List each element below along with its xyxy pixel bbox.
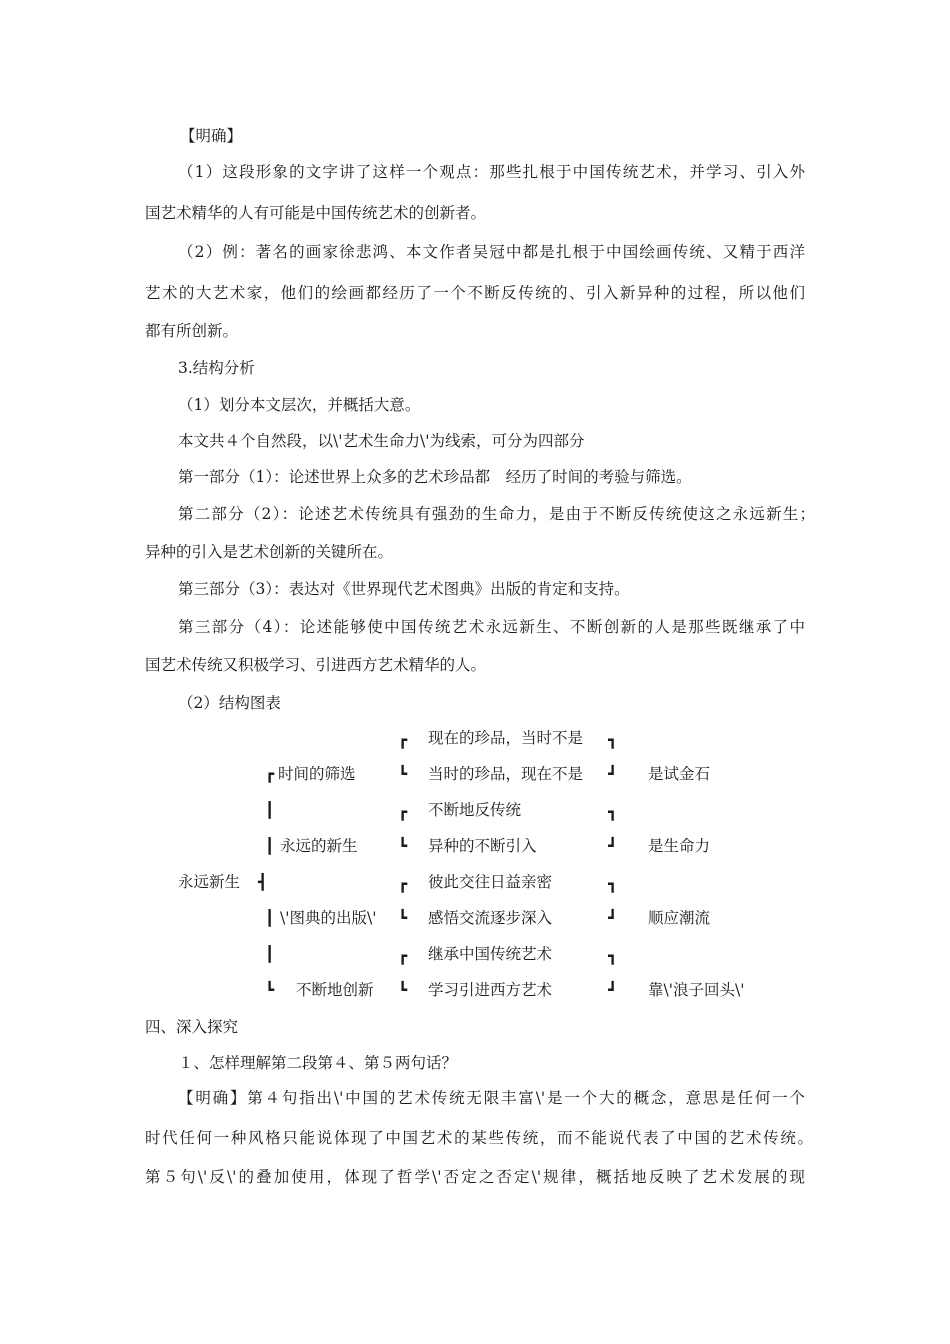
diagram-item: 异种的不断引入: [428, 837, 537, 855]
brace-bottom-left: ┗: [265, 981, 275, 999]
subheading-structure-chart: （2）结构图表: [178, 694, 281, 712]
diagram-result: 靠\'浪子回头\': [648, 981, 745, 999]
bracket-top-right: ┓: [608, 731, 618, 749]
bracket-bottom-right: ┛: [608, 909, 618, 927]
section-heading: 3.结构分析: [178, 359, 255, 377]
brace-tee-left: ┫: [258, 873, 268, 891]
paragraph-line: （2）例：著名的画家徐悲鸿、本文作者吴冠中都是扎根于中国绘画传统、又精于西洋: [178, 243, 805, 261]
section-heading: 四、深入探究: [145, 1018, 239, 1036]
diagram-branch-2: 永远的新生: [280, 837, 358, 855]
diagram-item: 彼此交往日益亲密: [428, 873, 553, 891]
diagram-item: 当时的珍品，现在不是: [428, 765, 584, 783]
paragraph-line: 异种的引入是艺术创新的关键所在。: [145, 543, 394, 561]
diagram-root: 永远新生: [178, 873, 241, 891]
bracket-top-left: ┏: [398, 875, 408, 893]
diagram-branch-1: 时间的筛选: [278, 765, 356, 783]
bracket-bottom-left: ┗: [398, 837, 408, 855]
diagram-item: 现在的珍品，当时不是: [428, 729, 584, 747]
bracket-top-right: ┓: [608, 947, 618, 965]
brace-vertical: ┃: [265, 837, 275, 855]
diagram-result: 是试金石: [648, 765, 711, 783]
bracket-top-left: ┏: [398, 731, 408, 749]
paragraph-line: 第三部分（3）：表达对《世界现代艺术图典》出版的肯定和支持。: [178, 580, 630, 598]
diagram-item: 继承中国传统艺术: [428, 945, 553, 963]
paragraph-line: （1）划分本文层次，并概括大意。: [178, 396, 421, 414]
paragraph-line: 国艺术传统又积极学习、引进西方艺术精华的人。: [145, 656, 487, 674]
paragraph-line: 第三部分（4）：论述能够使中国传统艺术永远新生、不断创新的人是那些既继承了中: [178, 618, 805, 636]
paragraph-line: 第５句\'反\'的叠加使用，体现了哲学\'否定之否定\'规律，概括地反映了艺术发展的现: [145, 1168, 805, 1186]
diagram-item: 不断地反传统: [428, 801, 522, 819]
paragraph-line: 都有所创新。: [145, 322, 239, 340]
paragraph-line: 国艺术精华的人有可能是中国传统艺术的创新者。: [145, 204, 487, 222]
diagram-branch-3: \'图典的出版\': [280, 909, 377, 927]
paragraph-line: 时代任何一种风格只能说体现了中国艺术的某些传统，而不能说代表了中国的艺术传统。: [145, 1129, 813, 1147]
diagram-item: 感悟交流逐步深入: [428, 909, 553, 927]
paragraph-line: 【明确】第４句指出\'中国的艺术传统无限丰富\'是一个大的概念，意思是任何一个: [178, 1089, 805, 1107]
bracket-bottom-right: ┛: [608, 765, 618, 783]
brace-vertical: ┃: [265, 909, 275, 927]
brace-vertical: ┃: [265, 801, 275, 819]
paragraph-line: （1）这段形象的文字讲了这样一个观点：那些扎根于中国传统艺术，并学习、引入外: [178, 163, 805, 181]
brace-top-left: ┏: [265, 765, 275, 783]
bracket-bottom-right: ┛: [608, 837, 618, 855]
bracket-bottom-left: ┗: [398, 765, 408, 783]
diagram-branch-4: 不断地创新: [296, 981, 374, 999]
heading-mingque: 【明确】: [180, 127, 243, 145]
paragraph-line: 本文共４个自然段，以\'艺术生命力\'为线索，可分为四部分: [178, 432, 585, 450]
paragraph-line: 第二部分（2）：论述艺术传统具有强劲的生命力，是由于不断反传统使这之永远新生；: [178, 505, 815, 523]
bracket-bottom-right: ┛: [608, 981, 618, 999]
diagram-result: 是生命力: [648, 837, 711, 855]
diagram-result: 顺应潮流: [648, 909, 711, 927]
bracket-top-right: ┓: [608, 875, 618, 893]
bracket-bottom-left: ┗: [398, 981, 408, 999]
bracket-top-left: ┏: [398, 947, 408, 965]
diagram-item: 学习引进西方艺术: [428, 981, 553, 999]
brace-vertical: ┃: [265, 945, 275, 963]
bracket-bottom-left: ┗: [398, 909, 408, 927]
paragraph-line: 第一部分（1）：论述世界上众多的艺术珍品都 经历了时间的考验与筛选。: [178, 468, 692, 486]
paragraph-line: 艺术的大艺术家，他们的绘画都经历了一个不断反传统的、引入新异种的过程，所以他们: [145, 284, 805, 302]
bracket-top-left: ┏: [398, 803, 408, 821]
question-line: １、怎样理解第二段第４、第５两句话？: [178, 1054, 458, 1072]
bracket-top-right: ┓: [608, 803, 618, 821]
